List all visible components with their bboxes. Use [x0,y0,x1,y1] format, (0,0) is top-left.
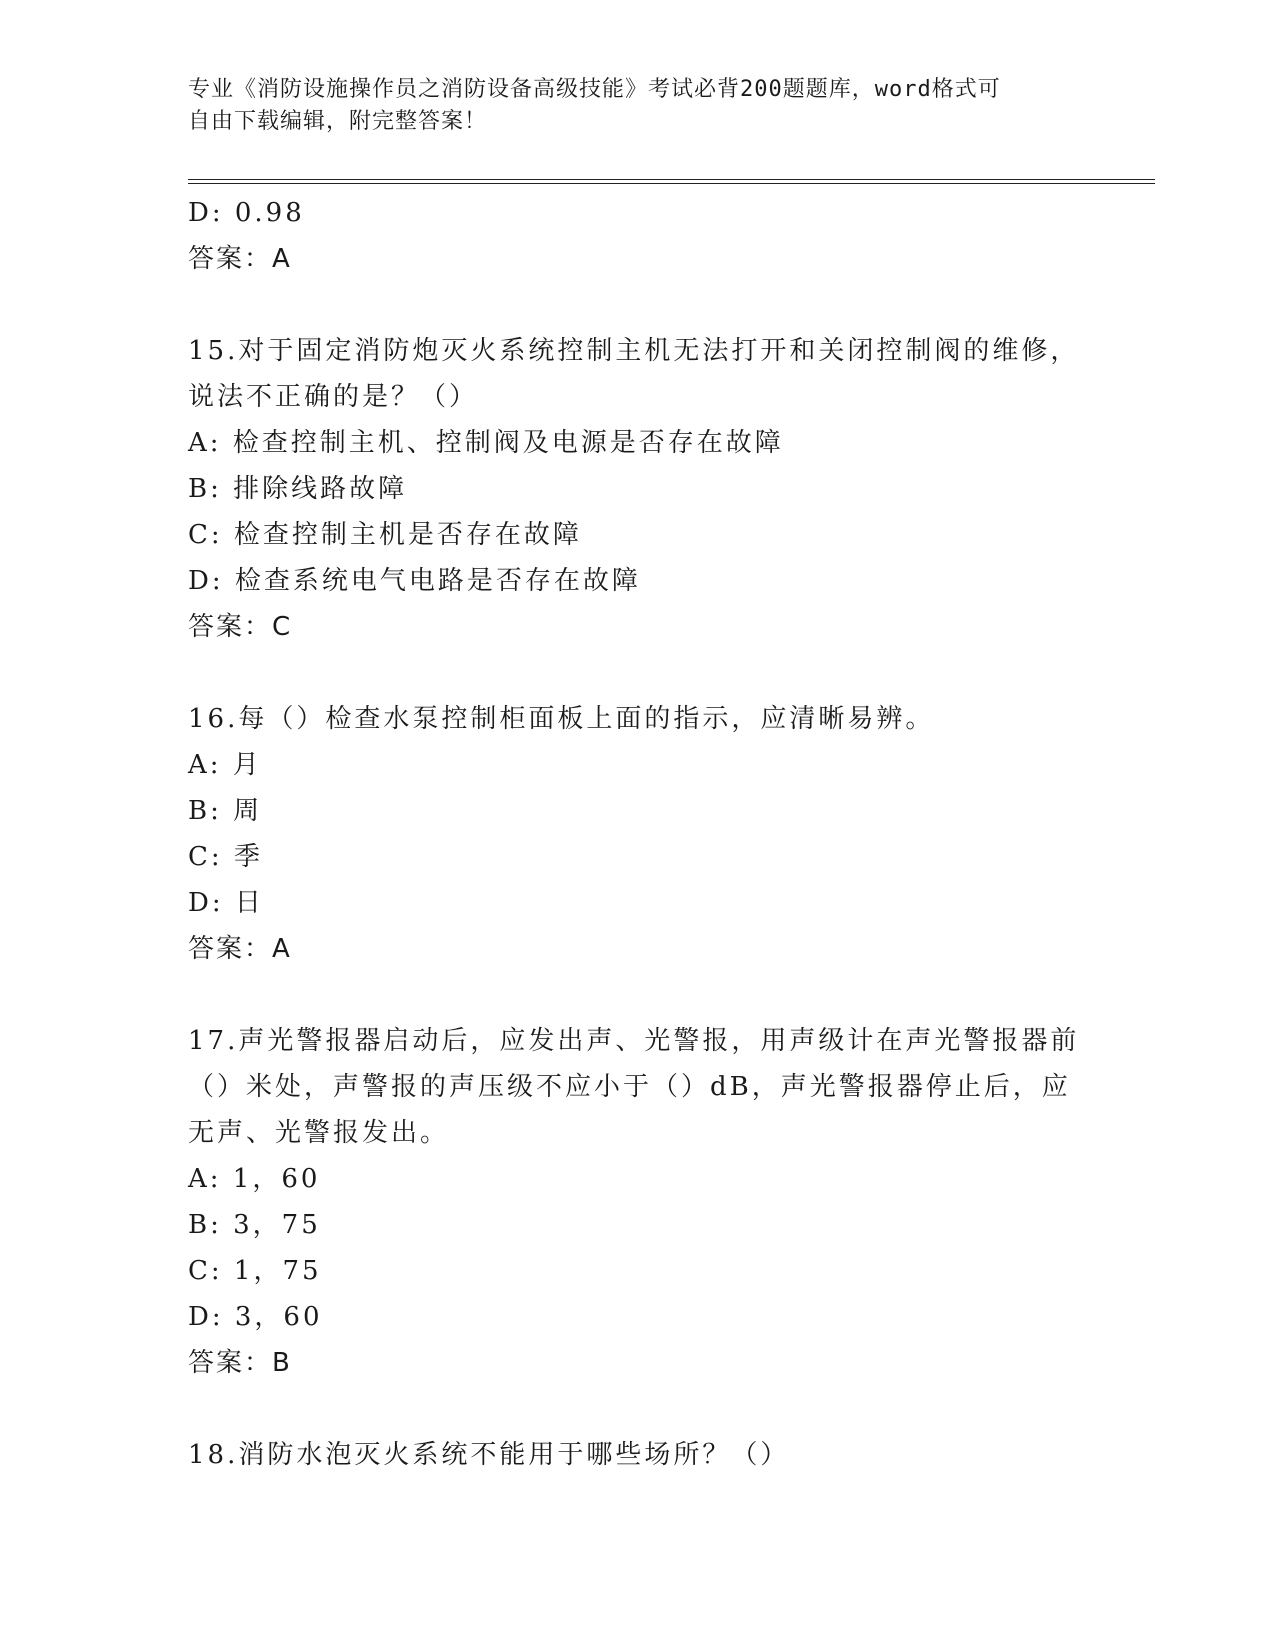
answer-line: 答案：A [188,934,292,964]
page-header [188,74,1068,138]
option-b: B: 排除线路故障 [188,474,408,504]
question-17 [188,1018,1088,1386]
question-text-line: 说法不正确的是？（） [188,382,479,412]
option-b: B: 3，75 [188,1210,321,1240]
question-text-line: 17.声光警报器启动后，应发出声、光警报，用声级计在声光警报器前 [188,1026,1080,1056]
answer-line: 答案：A [188,244,292,274]
option-c: C: 季 [188,842,263,872]
header-line-2: 自由下载编辑，附完整答案！ [188,109,488,134]
option-a: A: 1，60 [188,1164,321,1194]
question-text-line: 15.对于固定消防炮灭火系统控制主机无法打开和关闭控制阀的维修， [188,336,1080,366]
option-a: A: 检查控制主机、控制阀及电源是否存在故障 [188,428,784,458]
question-text-line: 16.每（）检查水泵控制柜面板上面的指示，应清晰易辨。 [188,704,935,734]
question-text-line: （）米处，声警报的声压级不应小于（）dB，声光警报器停止后，应 [188,1072,1071,1102]
option-d: D: 检查系统电气电路是否存在故障 [188,566,641,596]
option-c: C: 检查控制主机是否存在故障 [188,520,582,550]
question-text-line: 无声、光警报发出。 [188,1118,450,1148]
question-content [188,190,1088,1478]
option-b: B: 周 [188,796,263,826]
question-15 [188,328,1088,650]
question-text-line: 18.消防水泡灭火系统不能用于哪些场所？（） [188,1440,790,1470]
option-d: D: 0.98 [188,198,305,228]
header-line-1: 专业《消防设施操作员之消防设备高级技能》考试必背200题题库，word格式可 [188,77,1001,102]
question-16 [188,696,1088,972]
answer-line: 答案：B [188,1348,292,1378]
header-divider [188,179,1155,184]
question-18 [188,1432,1088,1478]
option-c: C: 1，75 [188,1256,322,1286]
previous-question-tail [188,190,1088,282]
option-a: A: 月 [188,750,262,780]
answer-line: 答案：C [188,612,293,642]
option-d: D: 日 [188,888,264,918]
option-d: D: 3，60 [188,1302,323,1332]
